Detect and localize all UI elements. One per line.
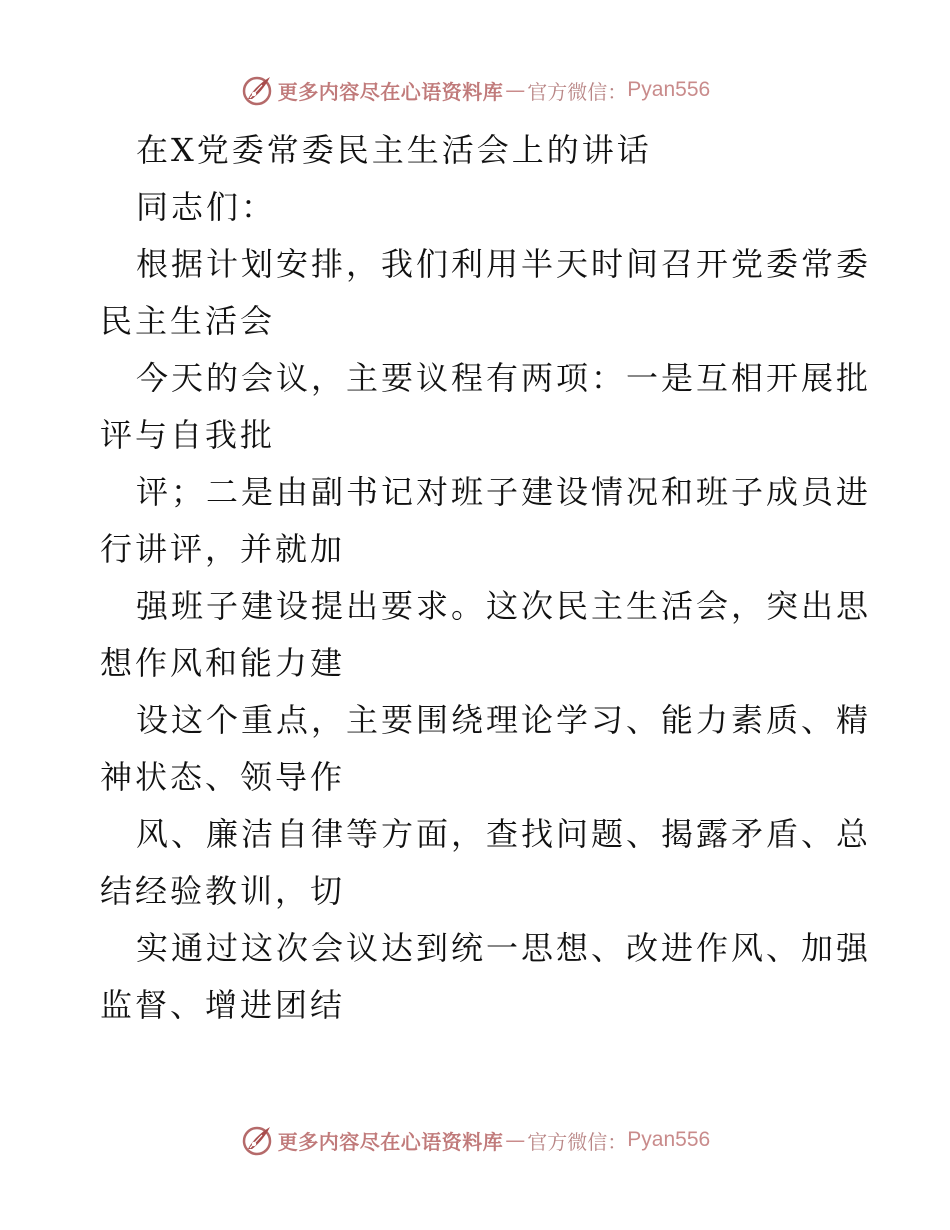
body-line: 评；二是由副书记对班子建设情况和班子成员进 [136, 473, 872, 511]
watermark-contact-id: Pyan556 [627, 1128, 711, 1151]
watermark-brand: 更多内容尽在心语资料库 [277, 1129, 504, 1154]
body-line: 神状态、领导作 [100, 758, 346, 796]
watermark-brand: 更多内容尽在心语资料库 [277, 79, 504, 104]
body-line: 根据计划安排，我们利用半天时间召开党委常委 [136, 245, 872, 283]
body-line: 今天的会议，主要议程有两项：一是互相开展批 [136, 359, 872, 397]
quill-logo-icon [240, 1123, 274, 1157]
body-line: 在X党委常委民主生活会上的讲话 [136, 131, 652, 169]
document-body [100, 122, 872, 1034]
footer-watermark [0, 1120, 950, 1160]
body-line: 想作风和能力建 [100, 644, 346, 682]
body-line: 实通过这次会议达到统一思想、改进作风、加强 [136, 929, 872, 967]
quill-logo-icon [240, 73, 274, 107]
watermark-dash: — [505, 1128, 526, 1152]
body-line: 设这个重点，主要围绕理论学习、能力素质、精 [136, 701, 872, 739]
header-watermark [0, 70, 950, 110]
body-line: 同志们： [136, 188, 277, 226]
body-line: 监督、增进团结 [100, 986, 346, 1024]
body-line: 评与自我批 [100, 416, 276, 454]
body-line: 强班子建设提出要求。这次民主生活会，突出思 [136, 587, 872, 625]
watermark-contact-label: 官方微信： [527, 1129, 628, 1154]
body-line: 民主生活会 [100, 302, 276, 340]
body-line: 风、廉洁自律等方面，查找问题、揭露矛盾、总 [136, 815, 872, 853]
body-line: 行讲评，并就加 [100, 530, 346, 568]
body-line: 结经验教训，切 [100, 872, 346, 910]
watermark-dash: — [505, 78, 526, 102]
watermark-contact-id: Pyan556 [627, 78, 711, 101]
watermark-contact-label: 官方微信： [527, 79, 628, 104]
